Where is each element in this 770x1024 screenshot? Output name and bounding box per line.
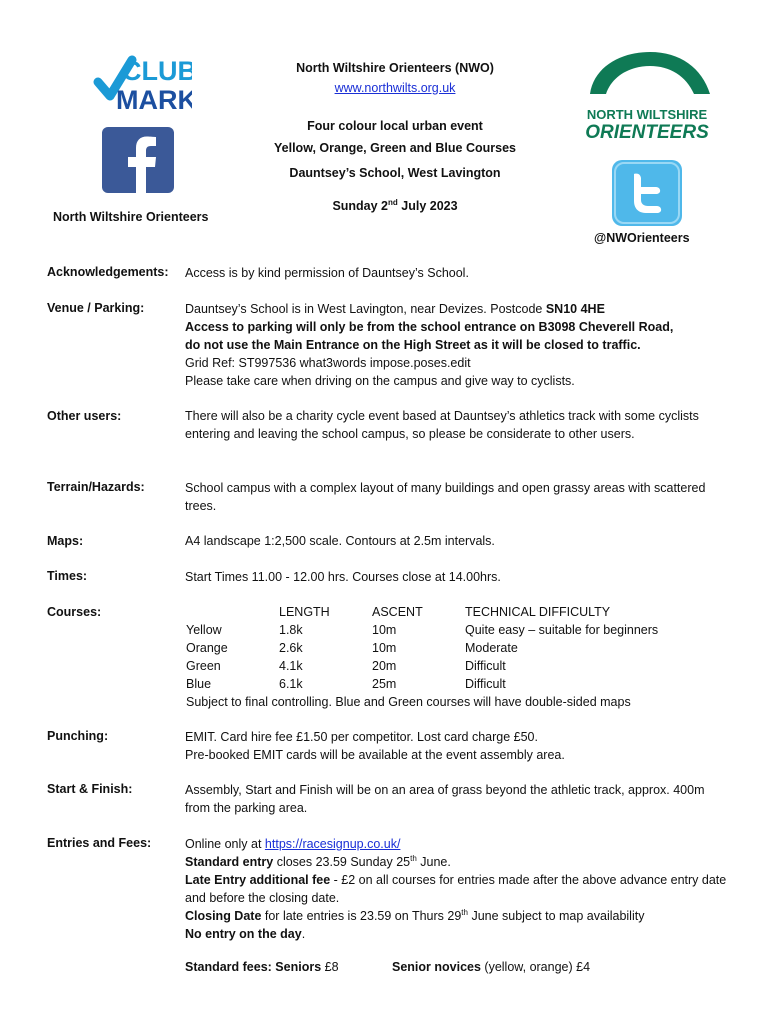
- venue-body: Dauntsey’s School is in West Lavington, near Devizes. Postcode SN10 4HE Access to parking will only be from the school entrance on B3098 Cheverell Road, do not use the Main Entrance on the High Street as it will be closed to traffic. Grid Ref: ST997536 what3words impose.poses.edit Please take care when driving on the campus and give way to cyclists.: [185, 302, 674, 388]
- start-text: Assembly, Start and Finish will be on an area of grass beyond the athletic track, approx. 400m from the parking area.: [185, 783, 705, 815]
- table-cell: 6.1k: [279, 677, 303, 691]
- standard-fees: Standard fees: Seniors £8: [185, 960, 339, 974]
- website-link[interactable]: www.northwilts.org.uk: [334, 81, 456, 95]
- venue-line: Dauntsey’s School, West Lavington: [289, 166, 501, 180]
- start-label: Start & Finish:: [47, 782, 133, 796]
- table-cell: 1.8k: [279, 623, 303, 637]
- table-cell: 2.6k: [279, 641, 303, 655]
- table-cell: 10m: [372, 623, 397, 637]
- entries-body: Online only at https://racesignup.co.uk/ Standard entry closes 23.59 Sunday 25th June. Late Entry additional fee - £2 on all courses for entries made after the above advance entry date and before the closing date. Closing Date for late entries is 23.59 on Thurs 29th June subject to map availability No entry on the day.: [185, 837, 727, 941]
- org-name: North Wiltshire Orienteers (NWO): [296, 61, 494, 75]
- entries-label: Entries and Fees:: [47, 836, 152, 850]
- venue-label: Venue / Parking:: [47, 301, 145, 315]
- table-cell: Difficult: [465, 659, 506, 673]
- facebook-icon[interactable]: [102, 127, 174, 193]
- nwo-line1: NORTH WILTSHIRE: [586, 107, 708, 122]
- twitter-caption: @NWOrienteers: [594, 231, 690, 245]
- ack-label: Acknowledgements:: [47, 265, 169, 279]
- punching-label: Punching:: [47, 729, 109, 743]
- table-cell: Moderate: [465, 641, 518, 655]
- clubmark-line2: MARK: [116, 85, 192, 114]
- table-cell: Green: [186, 659, 221, 673]
- maps-label: Maps:: [47, 534, 84, 548]
- courses-note: Subject to final controlling. Blue and Green courses will have double-sided maps: [186, 695, 631, 709]
- event-type: Four colour local urban event: [307, 119, 483, 133]
- col-header: LENGTH: [279, 605, 330, 619]
- ack-text: Access is by kind permission of Dauntsey’s School.: [185, 266, 469, 280]
- col-header: ASCENT: [372, 605, 423, 619]
- table-cell: 4.1k: [279, 659, 303, 673]
- table-cell: Difficult: [465, 677, 506, 691]
- col-header: TECHNICAL DIFFICULTY: [465, 605, 611, 619]
- courses-label: Courses:: [47, 605, 102, 619]
- times-label: Times:: [47, 569, 88, 583]
- clubmark-logo: [92, 52, 192, 114]
- times-text: Start Times 11.00 - 12.00 hrs. Courses close at 14.00hrs.: [185, 570, 501, 584]
- facebook-caption: North Wiltshire Orienteers: [53, 210, 209, 224]
- terrain-text: School campus with a complex layout of many buildings and open grassy areas with scattered trees.: [185, 481, 706, 513]
- nwo-line2: ORIENTEERS: [585, 122, 709, 140]
- event-date: Sunday 2nd July 2023: [332, 197, 458, 213]
- clubmark-line1: CLUB: [122, 56, 192, 86]
- table-cell: Yellow: [186, 623, 222, 637]
- table-cell: 20m: [372, 659, 397, 673]
- table-cell: 25m: [372, 677, 397, 691]
- nwo-logo: [572, 50, 722, 140]
- other-label: Other users:: [47, 409, 122, 423]
- maps-text: A4 landscape 1:2,500 scale. Contours at 2.5m intervals.: [185, 534, 495, 548]
- table-cell: Orange: [186, 641, 228, 655]
- racesignup-link[interactable]: https://racesignup.co.uk/: [264, 837, 401, 851]
- table-cell: 10m: [372, 641, 397, 655]
- other-text: There will also be a charity cycle event based at Dauntsey’s athletics track with some cyclists entering and leaving the school campus, so please be considerate to other users.: [185, 409, 699, 441]
- novice-fees: Senior novices (yellow, orange) £4: [392, 960, 591, 974]
- courses-line: Yellow, Orange, Green and Blue Courses: [274, 141, 516, 155]
- punching-body: EMIT. Card hire fee £1.50 per competitor. Lost card charge £50. Pre-booked EMIT cards will be available at the event assembly area.: [185, 730, 565, 762]
- table-cell: Quite easy – suitable for beginners: [465, 623, 659, 637]
- table-cell: Blue: [186, 677, 212, 691]
- twitter-icon[interactable]: [612, 160, 682, 226]
- terrain-label: Terrain/Hazards:: [47, 480, 145, 494]
